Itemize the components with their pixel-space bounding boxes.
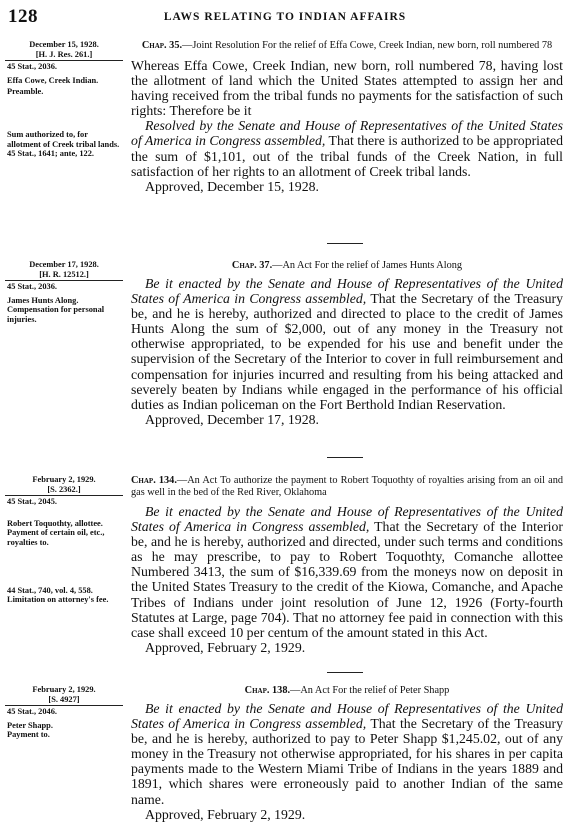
enactment-date: February 2, 1929. bbox=[32, 475, 96, 484]
enactment-date: February 2, 1929. bbox=[32, 685, 96, 694]
approval-line: Approved, December 15, 1928. bbox=[145, 178, 319, 194]
margin-note: Preamble. bbox=[7, 87, 44, 97]
statute-citation: 45 Stat., 2046. bbox=[5, 705, 123, 717]
chapter-text bbox=[131, 701, 563, 807]
enacting-clause: Be it enacted by the Senate and House of Representatives of the United States of America in Congress assembled, That the Secretary of the Treasury be, and he is hereby, authorized and directed to place to the credit of James Hunts Along the sum of $2,000, out of any money in the Treasury not otherwise appropriated, to be expended for his use and benefit under the supervision of the Secretary of the Interior to cover in full reimbursement and compensation for injuries incurred and resulting from his being attacked and severely beaten by Indians while engaged in the performance of his official duties as Indian policeman on the Fort Berthold Indian Reservation. bbox=[131, 276, 563, 412]
margin-note: Compensation for personal injuries. bbox=[7, 305, 105, 324]
bill-number: [H. J. Res. 261.] bbox=[35, 49, 93, 59]
chapter-body bbox=[131, 40, 563, 194]
chapter-heading: Chap. 138.—An Act For the relief of Peter Shapp bbox=[244, 685, 450, 696]
margin-note: Limitation on attorney's fee. bbox=[7, 595, 109, 605]
statute-citation: 45 Stat., 2036. bbox=[5, 280, 123, 292]
bill-number: [S. 4927] bbox=[48, 694, 80, 704]
running-header: LAWS RELATING TO INDIAN AFFAIRS bbox=[163, 11, 407, 23]
enactment-date: December 15, 1928. bbox=[29, 40, 99, 49]
margin-note: 45 Stat., 1641; ante, 122. bbox=[7, 149, 95, 159]
margin-notes bbox=[5, 40, 123, 159]
margin-note: Robert Toquothty, allottee. bbox=[7, 518, 103, 528]
enacting-clause: Be it enacted by the Senate and House of Representatives of the United States of America in Congress assembled, That the Secretary of the Treasury be, and he is hereby, authorized to pay to Peter Shapp $1,245.02, out of any money in the Treasury not otherwise appropriated, for his shares in per capita payments made to the Western Miami Tribe of Indians in the years 1889 and 1891, which shares were erroneously paid to another Indian of the same name. bbox=[131, 701, 563, 807]
statute-citation: 45 Stat., 2045. bbox=[5, 495, 123, 507]
approval-line: Approved, December 17, 1928. bbox=[145, 411, 319, 427]
chapter-text bbox=[131, 58, 563, 179]
margin-notes bbox=[5, 260, 123, 325]
section-divider bbox=[327, 672, 363, 673]
chapter-heading: Chap. 134.—An Act To authorize the payment to Robert Toquothty of royalties arising from an oil and gas well in the bed of the Red River, Oklahoma bbox=[131, 475, 563, 498]
chapter-heading: Chap. 35.—Joint Resolution For the relief of Effa Cowe, Creek Indian, new born, roll numbered 78 bbox=[141, 40, 553, 51]
enacting-clause: Resolved by the Senate and House of Representatives of the United States of America in Congress assembled, That there is authorized to be appropriated the sum of $1,101, out of the tribal funds of the Creek Nation, in full satisfaction of her rights to an allotment of Creek tribal lands. bbox=[131, 118, 563, 179]
bill-number: [H. R. 12512.] bbox=[39, 269, 89, 279]
chapter-body bbox=[131, 475, 563, 655]
margin-note: Peter Shapp. bbox=[7, 720, 53, 730]
chapter-text bbox=[131, 504, 563, 640]
margin-note: 44 Stat., 740, vol. 4, 558. bbox=[7, 585, 93, 595]
page-number: 128 bbox=[8, 6, 38, 27]
margin-note: Payment of certain oil, etc., royalties to. bbox=[7, 528, 105, 547]
margin-notes bbox=[5, 685, 123, 740]
margin-note: Payment to. bbox=[7, 730, 50, 740]
chapter-body bbox=[131, 685, 563, 822]
approval-line: Approved, February 2, 1929. bbox=[145, 639, 306, 655]
margin-note: Effa Cowe, Creek Indian. bbox=[7, 75, 99, 85]
enactment-date: December 17, 1928. bbox=[29, 260, 99, 269]
chapter-text bbox=[131, 276, 563, 412]
margin-note: Sum authorized to, for allotment of Creek tribal lands. bbox=[7, 129, 120, 149]
margin-notes bbox=[5, 475, 123, 605]
margin-note: James Hunts Along. bbox=[7, 295, 79, 305]
bill-number: [S. 2362.] bbox=[47, 484, 81, 494]
section-divider bbox=[327, 243, 363, 244]
chapter-body bbox=[131, 260, 563, 427]
chapter-heading: Chap. 37.—An Act For the relief of James Hunts Along bbox=[231, 260, 463, 271]
enacting-clause: Be it enacted by the Senate and House of Representatives of the United States of America in Congress assembled, That the Secretary of the Interior be, and he is hereby, authorized and directed, under such terms and conditions as he may prescribe, to pay to Robert Toquothty, Comanche allottee Numbered 3413, the sum of $16,339.69 from the moneys now on deposit in the United States Treasury to the credit of the Kiowa, Comanche, and Apache Tribes of Indians under joint resolution of June 12, 1926 (Forty-fourth Statutes at Large, page 704). That no attorney fee paid in connection with this case shall exceed 10 per centum of the amount stated in this Act. bbox=[131, 504, 563, 640]
statute-citation: 45 Stat., 2036. bbox=[5, 60, 123, 72]
whereas-clause: Whereas Effa Cowe, Creek Indian, new born, roll numbered 78, having lost the allotment of land which the United States attempted to assign her and having received from the tribal funds no payments for the satisfaction of such rights: Therefore be it bbox=[131, 58, 563, 119]
section-divider bbox=[327, 457, 363, 458]
approval-line: Approved, February 2, 1929. bbox=[145, 806, 306, 822]
